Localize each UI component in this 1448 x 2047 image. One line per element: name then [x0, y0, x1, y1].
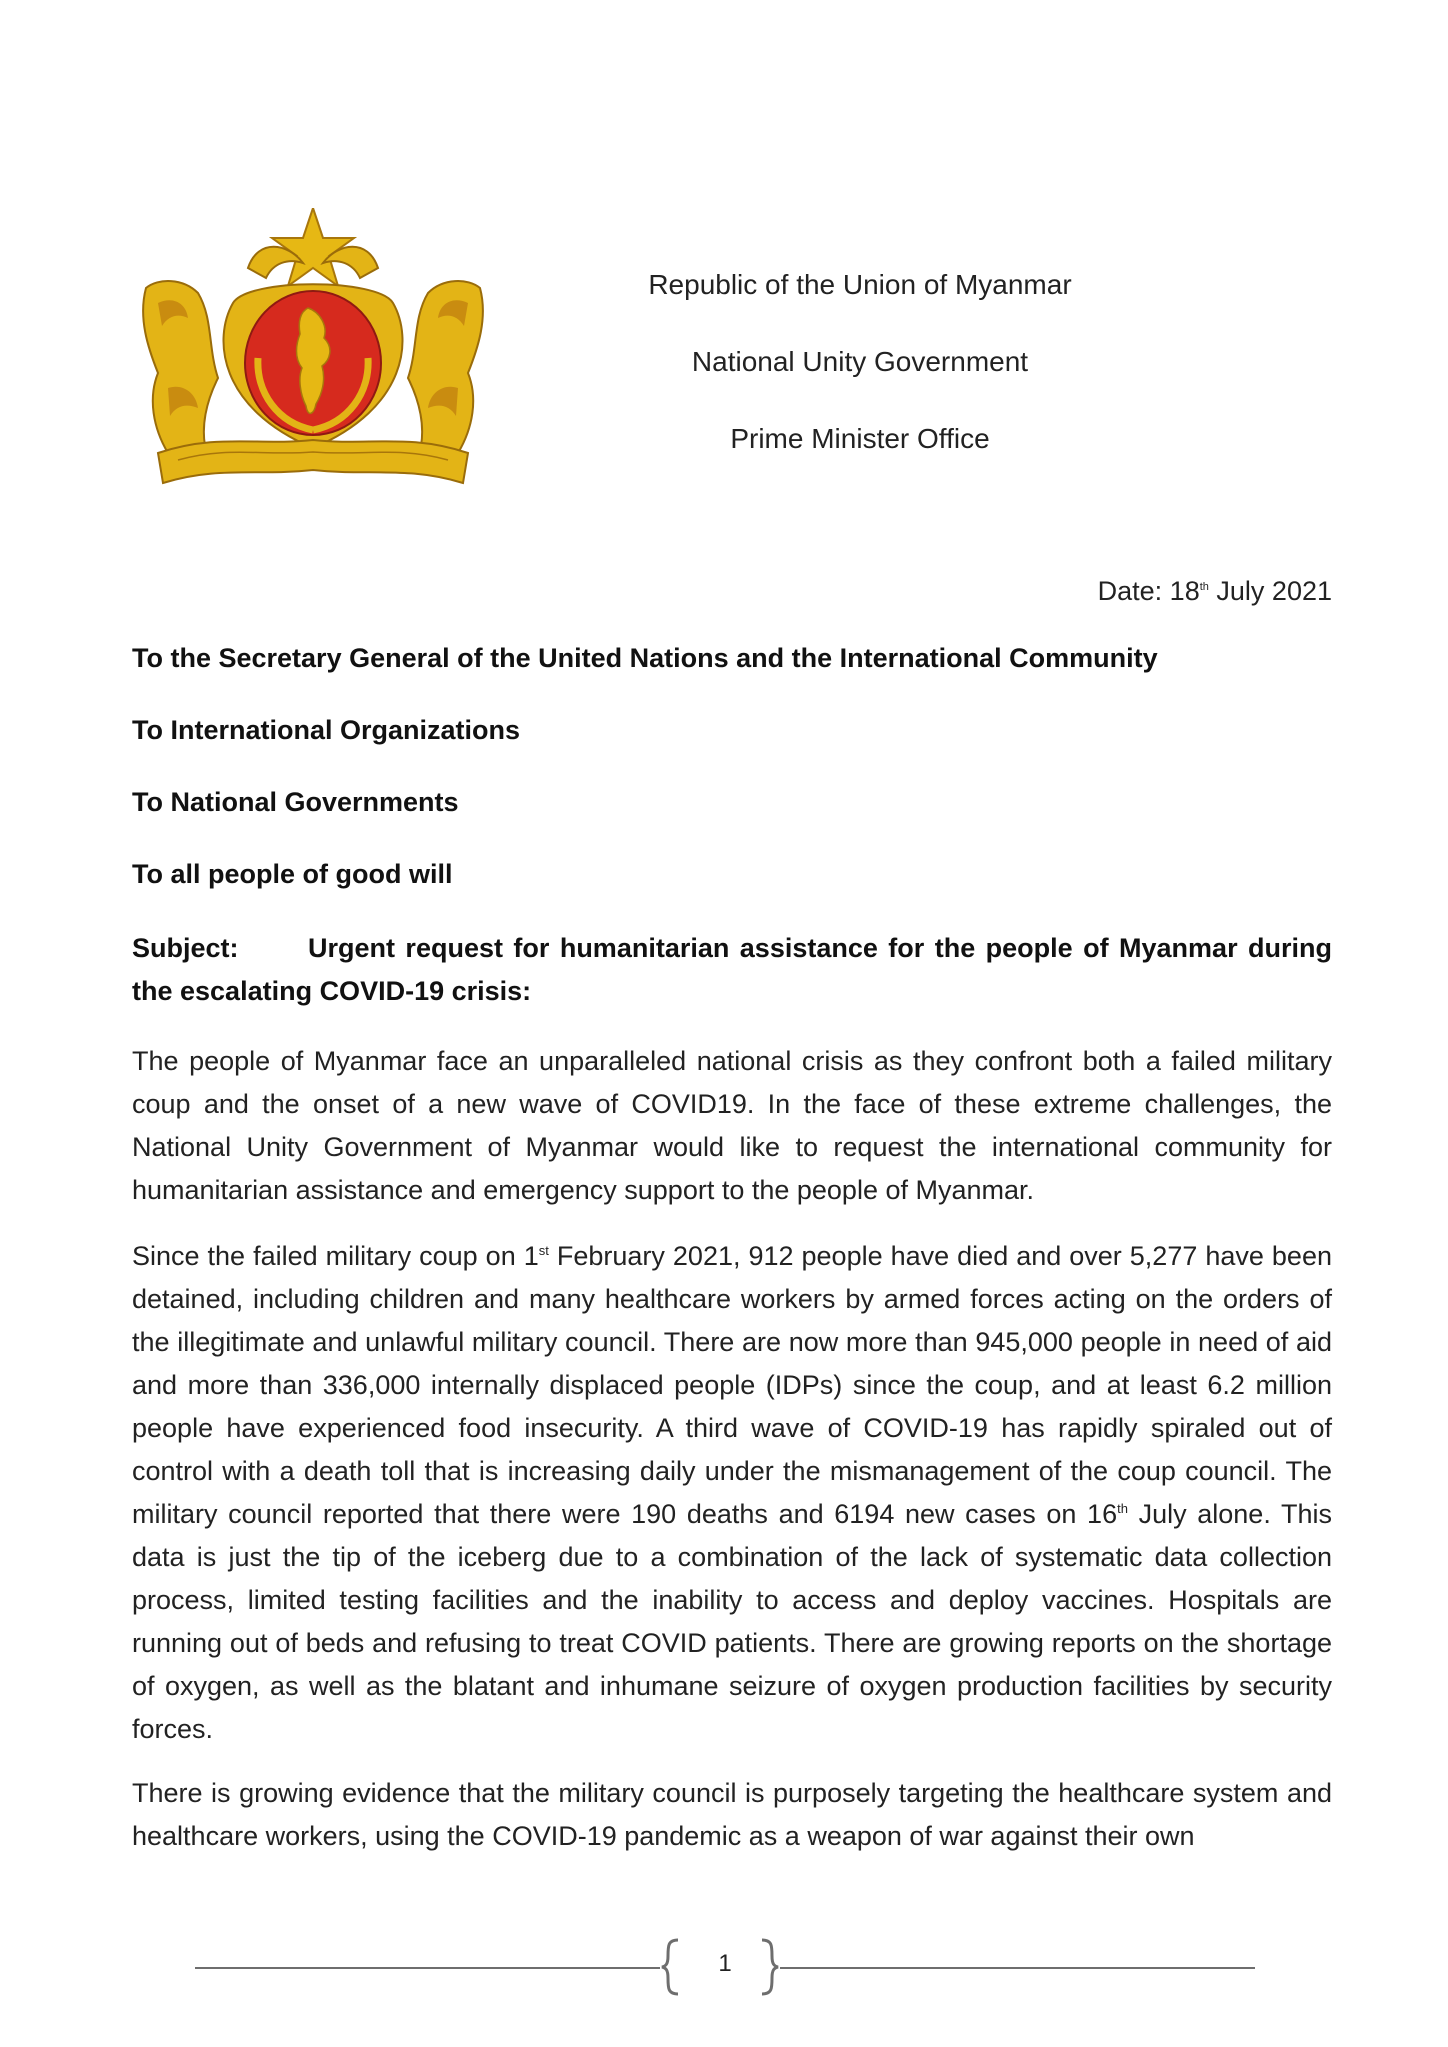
header-country: Republic of the Union of Myanmar: [648, 269, 1072, 300]
paragraph-1: The people of Myanmar face an unparalleled national crisis as they confront both a failed military coup and the onset of a new wave of COVID19. In the face of these extreme challenges, the National Unity Government of Myanmar would like to request the international community for humanitarian assistance and emergency support to the people of Myanmar.: [132, 1046, 1332, 1205]
paragraph-3: There is growing evidence that the military council is purposely targeting the healthcare system and healthcare workers, using the COVID-19 pandemic as a weapon of war against their own: [132, 1778, 1332, 1851]
subject-text: Urgent request for humanitarian assistance for the people of Myanmar during the escalating COVID-19 crisis:: [132, 933, 1332, 1006]
addressee-organizations: To International Organizations: [132, 715, 521, 745]
header-office: Prime Minister Office: [730, 423, 990, 454]
page-footer: [195, 1938, 1255, 1998]
right-brace-icon: [758, 1938, 780, 1996]
header-government: National Unity Government: [691, 346, 1029, 377]
footer-rule-left: [195, 1967, 660, 1969]
addressee-people: To all people of good will: [132, 859, 453, 889]
subject-label: Subject:: [132, 933, 239, 963]
state-emblem-icon: [138, 208, 488, 494]
addressee-un: To the Secretary General of the United Nations and the International Community: [132, 643, 1158, 673]
page-number: 1: [718, 1950, 732, 1977]
footer-rule-right: [780, 1967, 1255, 1969]
addressee-governments: To National Governments: [132, 787, 459, 817]
letter-date: Date: 18th July 2021: [1097, 576, 1332, 606]
subject-line: [132, 927, 1332, 1013]
paragraph-2: Since the failed military coup on 1st February 2021, 912 people have died and over 5,277 have been detained, including children and many healthcare workers by armed forces acting on the orders of the illegitimate and unlawful military council. There are now more than 945,000 people in need of aid and more than 336,000 internally displaced people (IDPs) since the coup, and at least 6.2 million people have experienced food insecurity. A third wave of COVID-19 has rapidly spiraled out of control with a death toll that is increasing daily under the mismanagement of the coup council. The military council reported that there were 190 deaths and 6194 new cases on 16th July alone. This data is just the tip of the iceberg due to a combination of the lack of systematic data collection process, limited testing facilities and the inability to access and deploy vaccines. Hospitals are running out of beds and refusing to treat COVID patients. There are growing reports on the shortage of oxygen, as well as the blatant and inhumane seizure of oxygen production facilities by security forces.: [132, 1241, 1333, 1744]
